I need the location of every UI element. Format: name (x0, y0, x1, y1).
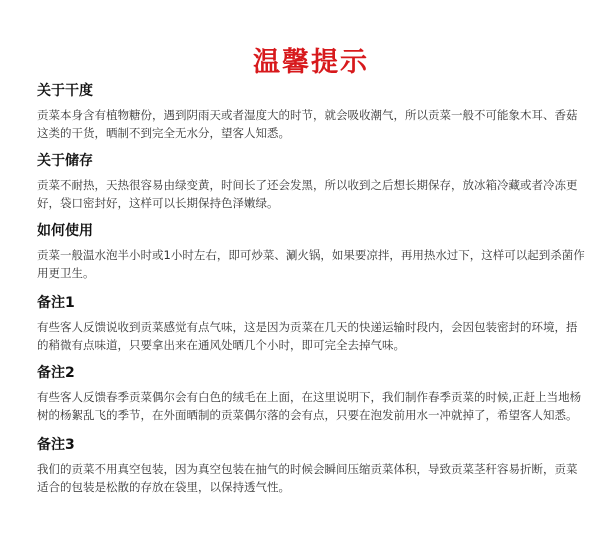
section-body-dryness: 贡菜本身含有植物糖份，遇到阴雨天或者湿度大的时节，就会吸收潮气，所以贡菜一般不可能象木耳、香菇这类的干货，晒制不到完全无水分，望客人知悉。 (37, 108, 578, 140)
section-heading-usage: 如何使用 (37, 223, 93, 239)
section-storage (37, 152, 585, 212)
section-body-note-1: 有些客人反馈说收到贡菜感觉有点气味，这是因为贡菜在几天的快递运输时段内，会因包装密封的环境，捂的稍微有点味道，只要拿出来在通风处晒几个小时，即可完全去掉气味。 (37, 320, 578, 352)
section-body-note-3: 我们的贡菜不用真空包装，因为真空包装在抽气的时候会瞬间压缩贡菜体积，导致贡菜茎秆容易折断，贡菜适合的包装是松散的存放在袋里，以保持透气性。 (37, 462, 578, 494)
page-title: 温馨提示 (253, 47, 369, 78)
section-body-storage: 贡菜不耐热，天热很容易由绿变黄，时间长了还会发黑，所以收到之后想长期保存，放冰箱冷藏或者冷冻更好，袋口密封好，这样可以长期保持色泽嫩绿。 (37, 178, 578, 210)
section-note-2 (37, 364, 585, 424)
section-body-usage: 贡菜一般温水泡半小时或1小时左右，即可炒菜、涮火锅，如果要凉拌，再用热水过下，这样可以起到杀菌作用更卫生。 (37, 248, 585, 280)
section-usage (37, 222, 585, 282)
section-heading-note-2: 备注2 (37, 365, 75, 381)
section-dryness (37, 82, 585, 142)
section-heading-dryness: 关于干度 (37, 83, 93, 99)
section-heading-note-1: 备注1 (37, 295, 75, 311)
section-note-3 (37, 436, 585, 496)
section-note-1 (37, 294, 585, 354)
section-heading-note-3: 备注3 (37, 437, 75, 453)
section-heading-storage: 关于储存 (37, 153, 93, 169)
section-body-note-2: 有些客人反馈春季贡菜偶尔会有白色的绒毛在上面，在这里说明下，我们制作春季贡菜的时候,正赶上当地杨树的杨絮乱飞的季节，在外面晒制的贡菜偶尔落的会有点，只要在泡发前用水一冲就掉了，希望客人知悉。 (37, 390, 582, 422)
